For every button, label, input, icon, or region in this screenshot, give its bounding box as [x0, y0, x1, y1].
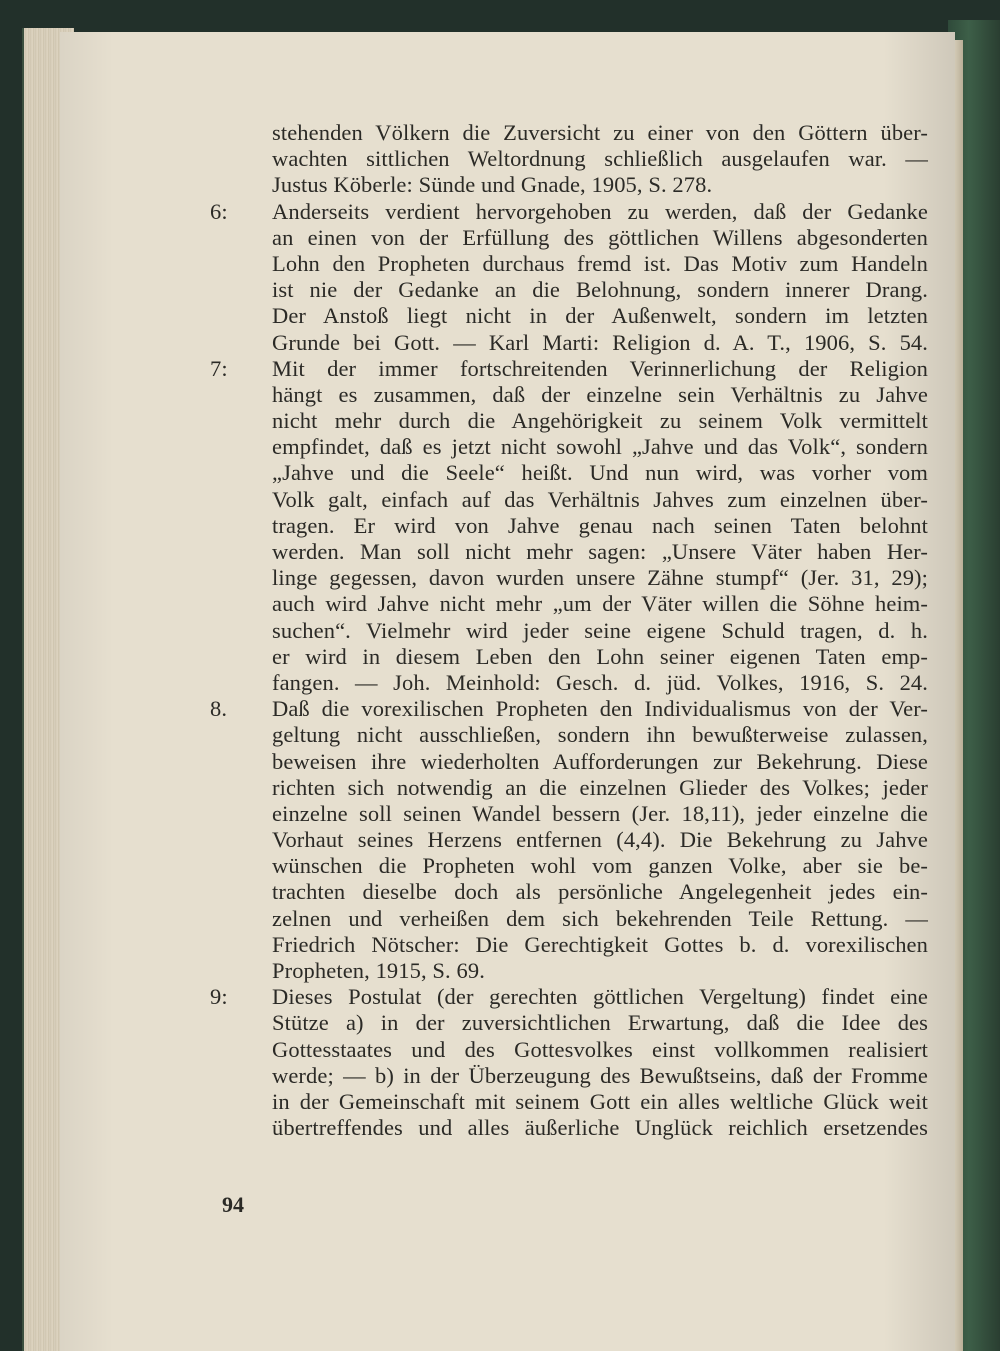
text-line: 6: Anderseits verdient hervorgehoben zu werden, daß der Gedanke — [210, 198, 928, 224]
text-line: empfindet, daß es jetzt nicht sowohl „Jahve und das Volk“, sondern — [272, 434, 928, 460]
text-line: hängt es zusammen, daß der einzelne sein Verhältnis zu Jahve — [272, 381, 928, 407]
footnote-number: 8. — [210, 696, 228, 722]
text-line: 9: Dieses Postulat (der gerechten göttlichen Vergeltung) findet eine — [210, 984, 928, 1010]
text-line: Volk galt, einfach auf das Verhältnis Jahves zum einzelnen über- — [272, 486, 928, 512]
text-line: wachten sittlichen Weltordnung schließlich ausgelaufen war. — — [272, 146, 928, 172]
text-line: an einen von der Erfüllung des göttlichen Willens abgesonderten — [272, 224, 928, 250]
text-line: beweisen ihre wiederholten Aufforderungen zur Bekehrung. Diese — [272, 748, 928, 774]
footnote-6 — [210, 199, 928, 356]
footnote-number: 6: — [210, 198, 228, 224]
footnote-number: 9: — [210, 984, 228, 1010]
page-number: 94 — [222, 1192, 244, 1217]
text-line: ist nie der Gedanke an die Belohnung, sondern innerer Drang. — [272, 277, 928, 303]
text-line: er wird in diesem Leben den Lohn seiner eigenen Taten emp- — [272, 643, 928, 669]
text-line: „Jahve und die Seele“ heißt. Und nun wird, was vorher vom — [272, 460, 928, 486]
text-line: tragen. Er wird von Jahve genau nach seinen Taten belohnt — [272, 512, 928, 538]
footnote-number: 7: — [210, 355, 228, 381]
text-line: werde; — b) in der Überzeugung des Bewußtseins, daß der Fromme — [272, 1062, 928, 1088]
text-line: trachten dieselbe doch als persönliche Angelegenheit jedes ein- — [272, 879, 928, 905]
text-line: übertreffendes und alles äußerliche Unglück reichlich ersetzendes — [272, 1115, 928, 1141]
page-text — [210, 120, 928, 1141]
text-line: stehenden Völkern die Zuversicht zu einer von den Göttern über- — [272, 120, 928, 145]
text-line: werden. Man soll nicht mehr sagen: „Unsere Väter haben Her- — [272, 539, 928, 564]
footnote-9 — [210, 984, 928, 1141]
text-line: Vorhaut seines Herzens entfernen (4,4). Die Bekehrung zu Jahve — [272, 827, 928, 853]
text-line: Gottesstaates und des Gottesvolkes einst vollkommen realisiert — [272, 1036, 928, 1062]
text-line: geltung nicht ausschließen, sondern ihn bewußterweise zulassen, — [272, 722, 928, 748]
text-line: in der Gemeinschaft mit seinem Gott ein alles weltliche Glück weit — [272, 1088, 928, 1114]
text-line: richten sich notwendig an die einzelnen Glieder des Volkes; jeder — [272, 774, 928, 800]
text-line: nicht mehr durch die Angehörigkeit zu seinem Volk vermittelt — [272, 408, 928, 434]
footnote-7 — [210, 356, 928, 696]
text-line: Stütze a) in der zuversichtlichen Erwartung, daß die Idee des — [272, 1010, 928, 1036]
text-line: fangen. — Joh. Meinhold: Gesch. d. jüd. Volkes, 1916, S. 24. — [272, 669, 928, 695]
text-line: Justus Köberle: Sünde und Gnade, 1905, S. 278. — [272, 172, 713, 198]
text-line: 8. Daß die vorexilischen Propheten den Individualismus von der Ver- — [210, 696, 928, 722]
footnote-8 — [210, 696, 928, 984]
text-line: Lohn den Propheten durchaus fremd ist. Das Motiv zum Handeln — [272, 250, 928, 276]
text-line: Friedrich Nötscher: Die Gerechtigkeit Gottes b. d. vorexilischen — [272, 931, 928, 957]
text-line: suchen“. Vielmehr wird jeder seine eigene Schuld tragen, d. h. — [272, 617, 928, 643]
text-line: Grunde bei Gott. — Karl Marti: Religion d. A. T., 1906, S. 54. — [272, 329, 928, 355]
paragraph-continuation — [210, 120, 928, 199]
text-line: zelnen und verheißen dem sich bekehrenden Teile Rettung. — — [272, 905, 928, 931]
text-line: Der Anstoß liegt nicht in der Außenwelt, sondern im letzten — [272, 303, 928, 329]
text-line: linge gegessen, davon wurden unsere Zähne stumpf“ (Jer. 31, 29); — [272, 565, 928, 591]
text-line: auch wird Jahve nicht mehr „um der Väter willen die Söhne heim- — [272, 591, 928, 617]
text-line: Propheten, 1915, S. 69. — [272, 958, 485, 983]
page-edge-right — [955, 40, 963, 1351]
text-line: wünschen die Propheten wohl vom ganzen Volke, aber sie be- — [272, 853, 928, 879]
text-line: einzelne soll seinen Wandel bessern (Jer. 18,11), jeder einzelne die — [272, 800, 928, 826]
text-line: 7: Mit der immer fortschreitenden Verinnerlichung der Religion — [210, 355, 928, 381]
